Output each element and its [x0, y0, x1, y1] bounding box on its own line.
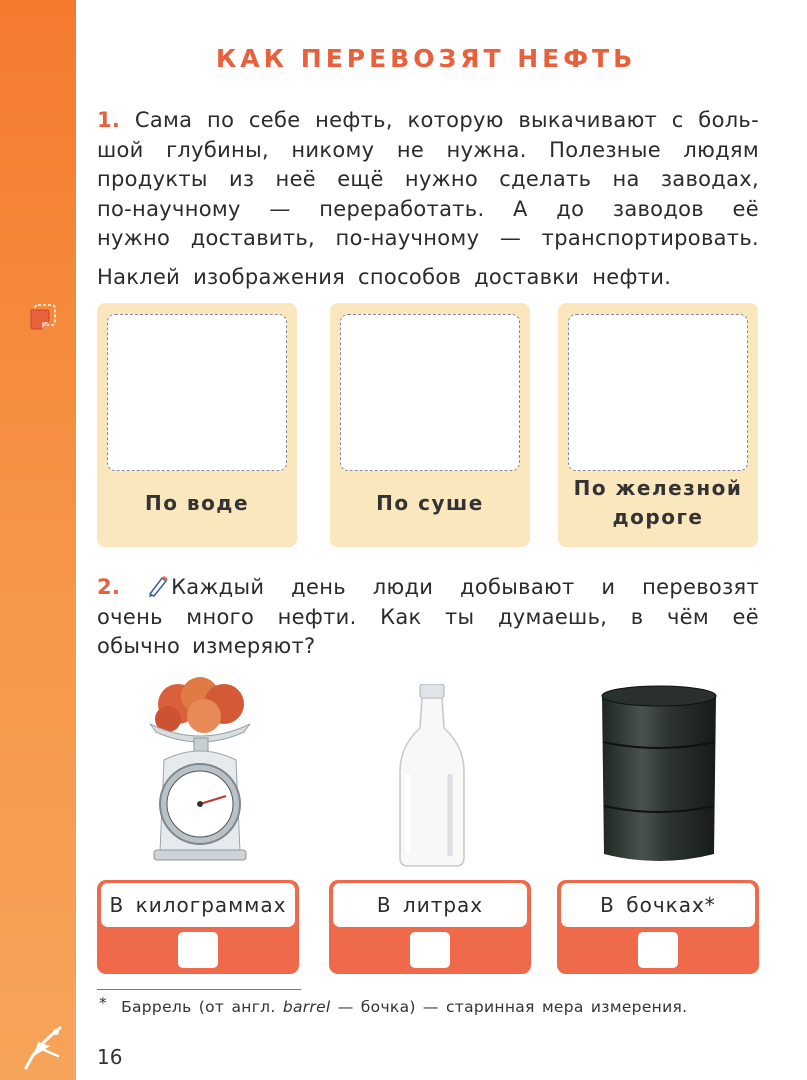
margin-strip: [0, 0, 76, 1080]
task2-number: 2.: [97, 575, 121, 599]
sticker-card-land: [330, 303, 530, 547]
sticker-icon: [28, 302, 58, 332]
card-label: По воде: [144, 490, 250, 515]
task1-number: 1.: [97, 108, 121, 132]
black-barrel-image: [596, 682, 722, 868]
footnote-divider: [97, 989, 301, 990]
card-label: По суше: [376, 490, 484, 515]
answer-option-liters: [329, 880, 531, 974]
answer-checkbox[interactable]: [410, 932, 450, 968]
page-title: КАК ПЕРЕВОЗЯТ НЕФТЬ: [215, 44, 637, 73]
sticker-card-railway: [558, 303, 758, 547]
answer-checkbox[interactable]: [178, 932, 218, 968]
scale-with-apples-image: [140, 672, 260, 872]
answer-checkbox[interactable]: [638, 932, 678, 968]
task1-text: 1. Сама по себе нефть, которую выкачивают с боль- шой глубины, никому не нужна. Полезные людям продукты из неё ещё нужно сделать на заводах, по-научному — переработать. А до заводов её нужно доставить, по-научному — транспортировать.: [97, 108, 759, 250]
sticker-card-water: [97, 303, 297, 547]
answer-label: В бочках*: [561, 883, 755, 927]
series-logo-icon: [20, 1022, 64, 1072]
sticker-slot[interactable]: [107, 314, 287, 471]
answer-option-barrels: [557, 880, 759, 974]
sticker-slot[interactable]: [568, 314, 748, 471]
answer-label: В литрах: [333, 883, 527, 927]
pencil-icon: [147, 575, 171, 597]
answer-option-kilograms: [97, 880, 299, 974]
card-label: По железной дороге: [573, 476, 743, 529]
footnote: * Баррель (от англ. barrel — бочка) — старинная мера измерения.: [99, 994, 688, 1016]
task2-text: 2. Каждый день люди добывают и перевозят очень много нефти. Как ты думаешь, в чём её обычно измеряют?: [97, 575, 760, 658]
task1-instruction: Наклей изображения способов доставки нефти.: [97, 265, 672, 289]
answer-label: В килограммах: [101, 883, 295, 927]
milk-bottle-image: [392, 684, 472, 870]
sticker-slot[interactable]: [340, 314, 520, 471]
page-number: 16: [97, 1045, 123, 1069]
